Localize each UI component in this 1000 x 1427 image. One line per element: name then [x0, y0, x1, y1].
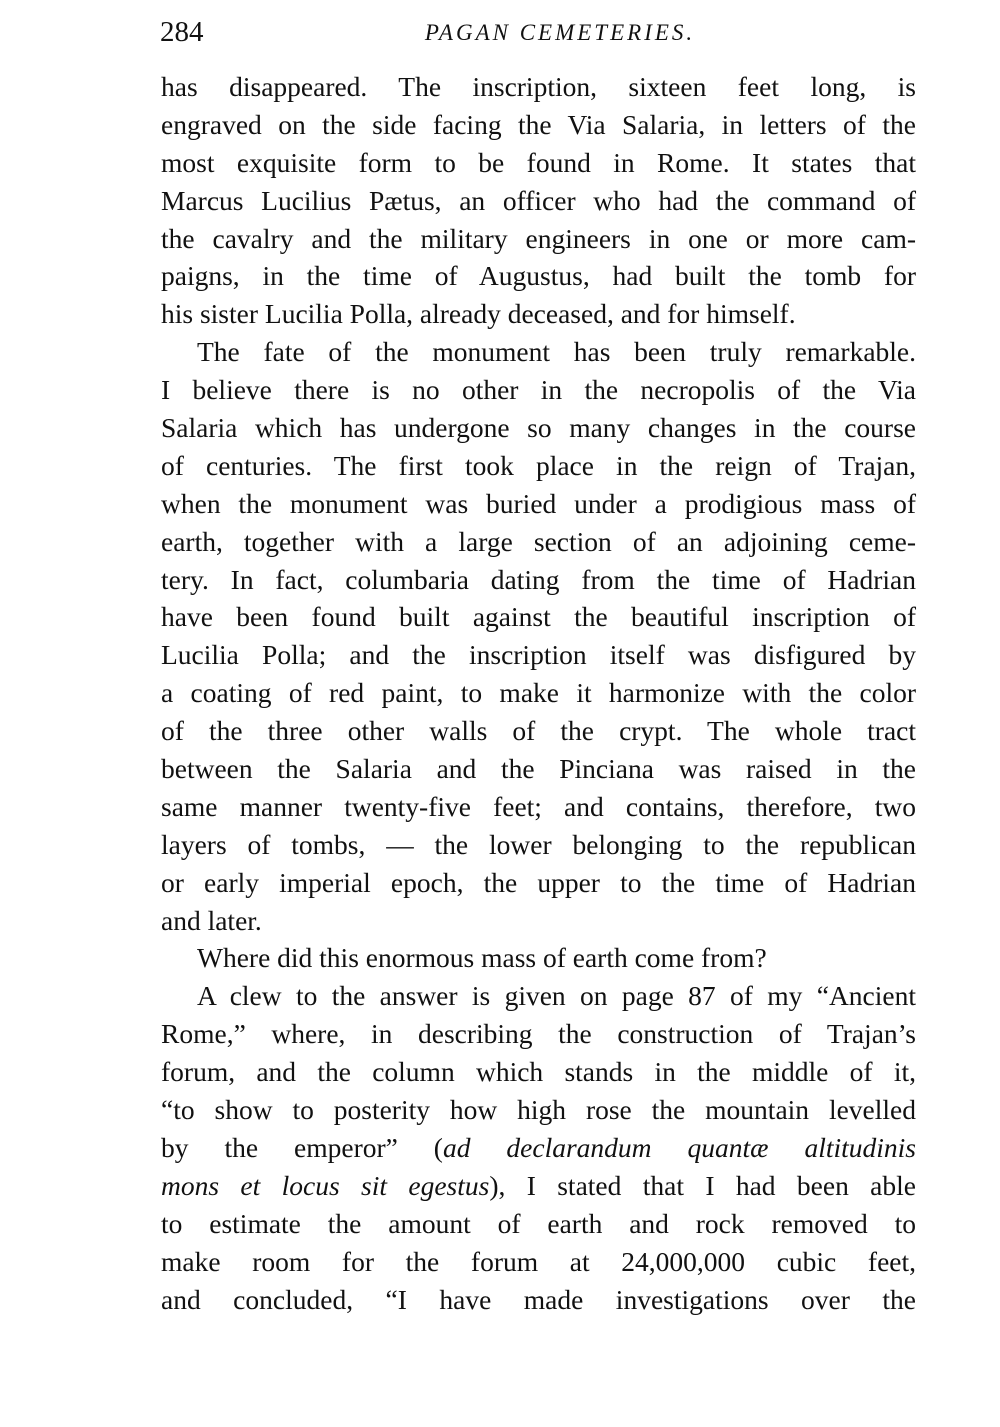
text-line: [161, 1167, 916, 1205]
text-line: most exquisite form to be found in Rome. It states that: [161, 146, 916, 178]
text-line: Lucilia Polla; and the inscription itself was disfigured by: [161, 639, 916, 671]
page-header: [160, 12, 920, 52]
running-title: PAGAN CEMETERIES.: [424, 20, 696, 45]
text-line: a coating of red paint, to make it harmonize with the color: [161, 677, 916, 709]
text-line: The fate of the monument has been truly remarkable.: [197, 336, 916, 368]
text-line: Salaria which has undergone so many changes in the course: [161, 412, 916, 444]
text-line: layers of tombs, — the lower belonging to the republican: [161, 828, 916, 860]
text-line: to estimate the amount of earth and rock removed to: [161, 1207, 916, 1239]
text-line: and concluded, “I have made investigations over the: [161, 1283, 916, 1315]
text-segment: ), I stated that I had been able: [489, 1169, 916, 1201]
text-line: earth, together with a large section of an adjoining ceme-: [161, 525, 916, 557]
text-line: Rome,” where, in describing the construction of Trajan’s: [161, 1018, 916, 1050]
text-line: and later.: [161, 904, 262, 936]
text-line: tery. In fact, columbaria dating from the time of Hadrian: [161, 563, 916, 595]
text-line: “to show to posterity how high rose the mountain levelled: [161, 1094, 916, 1126]
text-line: forum, and the column which stands in the middle of it,: [161, 1056, 916, 1088]
text-line: of centuries. The first took place in the reign of Trajan,: [161, 449, 916, 481]
text-line: between the Salaria and the Pinciana was raised in the: [161, 753, 916, 785]
text-line: have been found built against the beautiful inscription of: [161, 601, 916, 633]
text-line: the cavalry and the military engineers in one or more cam-: [161, 222, 916, 254]
text-line: his sister Lucilia Polla, already deceased, and for himself.: [161, 298, 796, 330]
text-line: same manner twenty-five feet; and contains, therefore, two: [161, 790, 916, 822]
text-line: [161, 1129, 916, 1167]
text-line: has disappeared. The inscription, sixteen feet long, is: [161, 71, 916, 102]
text-line: of the three other walls of the crypt. The whole tract: [161, 715, 916, 747]
text-line: when the monument was buried under a prodigious mass of: [161, 487, 916, 519]
body-text: [161, 68, 916, 1318]
text-line: I believe there is no other in the necropolis of the Via: [161, 374, 916, 406]
text-segment: by the emperor” (: [161, 1131, 443, 1163]
page-number: 284: [160, 16, 204, 48]
text-line: Where did this enormous mass of earth come from?: [197, 942, 767, 974]
latin-quote: ad declarandum quantæ altitudinis: [442, 1131, 916, 1163]
text-line: paigns, in the time of Augustus, had built the tomb for: [161, 260, 916, 292]
text-line: A clew to the answer is given on page 87 of my “Ancient: [197, 980, 916, 1012]
text-line: make room for the forum at 24,000,000 cubic feet,: [161, 1245, 916, 1277]
latin-quote: mons et locus sit egestus: [161, 1169, 490, 1201]
text-line: or early imperial epoch, the upper to the time of Hadrian: [161, 866, 916, 898]
text-line: engraved on the side facing the Via Salaria, in letters of the: [161, 108, 916, 140]
text-line: Marcus Lucilius Pætus, an officer who had the command of: [161, 184, 916, 216]
